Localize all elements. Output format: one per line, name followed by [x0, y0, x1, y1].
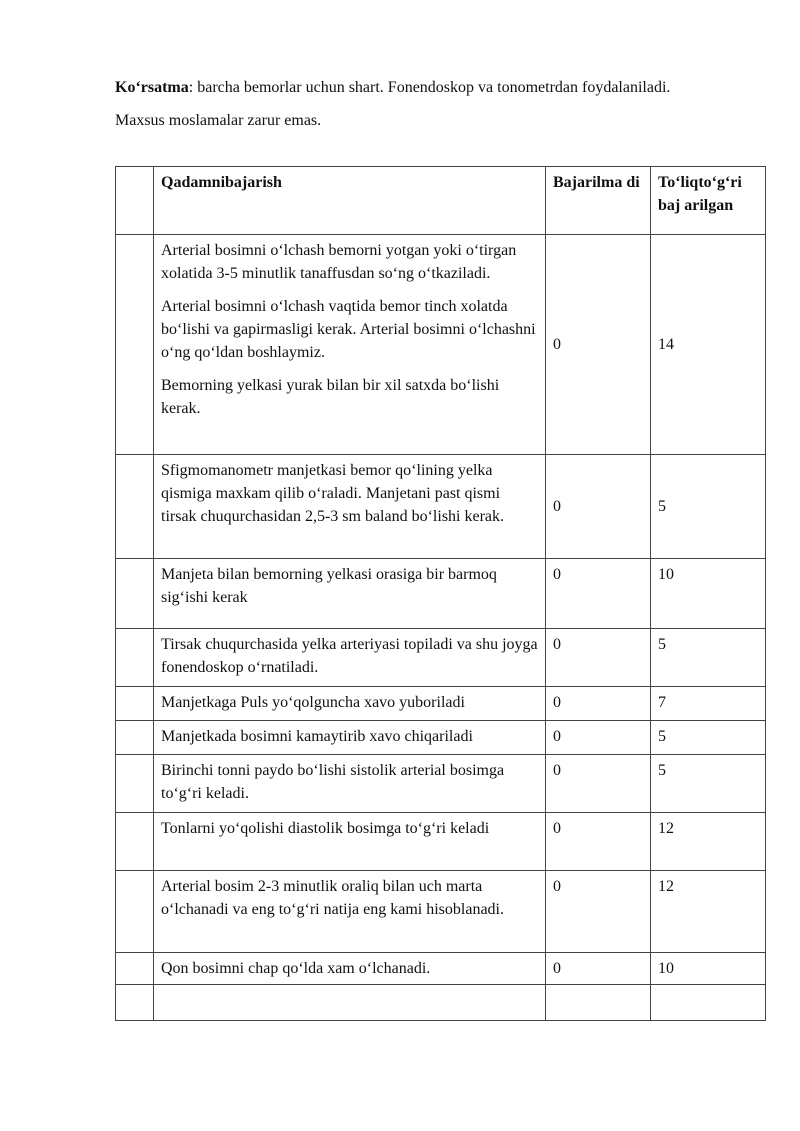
not-done-score: 0 [546, 721, 651, 755]
fully-done-score: 5 [651, 755, 766, 813]
fully-done-score [651, 985, 766, 1021]
instruction-line-2: Maxsus moslamalar zarur emas. [115, 112, 322, 129]
row-number-cell [116, 629, 154, 687]
step-cell [154, 813, 546, 871]
not-done-score: 0 [546, 687, 651, 721]
step-cell [154, 559, 546, 629]
step-text: Arterial bosimni o‘lchash vaqtida bemor tinch xolatda bo‘lishi va gapirmasligi kerak. Arterial bosimni o‘lchashni o‘ng qo‘ldan boshlaymiz. [161, 298, 536, 361]
step-cell [154, 985, 546, 1021]
step-cell [154, 687, 546, 721]
fully-done-score: 10 [651, 953, 766, 985]
step-text: Bemorning yelkasi yurak bilan bir xil satxda bo‘lishi kerak. [161, 377, 500, 417]
row-number-cell [116, 755, 154, 813]
not-done-score: 0 [546, 629, 651, 687]
not-done-score [546, 985, 651, 1021]
step-text: Sfigmomanometr manjetkasi bemor qo‘lining yelka qismiga maxkam qilib o‘raladi. Manjetani past qismi tirsak chuqurchasidan 2,5-3 sm baland bo‘lishi kerak. [161, 462, 505, 525]
step-cell [154, 871, 546, 953]
header-not-done: Bajarilma di [546, 167, 651, 235]
instruction-text: : barcha bemorlar uchun shart. Fonendoskop va tonometrdan foydalaniladi. [188, 79, 671, 96]
checklist-table [115, 166, 766, 1021]
fully-done-score: 10 [651, 559, 766, 629]
table-row [116, 559, 766, 629]
step-text: Arterial bosim 2-3 minutlik oraliq bilan uch marta o‘lchanadi va eng to‘g‘ri natija eng kami hisoblanadi. [161, 878, 504, 918]
fully-done-score: 7 [651, 687, 766, 721]
step-text: Qon bosimni chap qo‘lda xam o‘lchanadi. [161, 960, 431, 977]
step-text: Manjeta bilan bemorning yelkasi orasiga bir barmoq sig‘ishi kerak [161, 566, 497, 606]
table-row [116, 455, 766, 559]
table-row [116, 953, 766, 985]
step-text: Manjetkada bosimni kamaytirib xavo chiqariladi [161, 728, 473, 745]
instruction-note [115, 76, 715, 99]
not-done-score: 0 [546, 813, 651, 871]
table-row [116, 721, 766, 755]
row-number-cell [116, 985, 154, 1021]
fully-done-score: 5 [651, 629, 766, 687]
not-done-score: 0 [546, 559, 651, 629]
not-done-score: 0 [546, 455, 651, 559]
table-row [116, 235, 766, 455]
step-cell [154, 755, 546, 813]
row-number-cell [116, 687, 154, 721]
row-number-cell [116, 721, 154, 755]
table-row [116, 687, 766, 721]
step-text: Birinchi tonni paydo bo‘lishi sistolik arterial bosimga to‘g‘ri keladi. [161, 762, 505, 802]
table-header-row [116, 167, 766, 235]
instruction-label: Ko‘rsatma [115, 79, 189, 96]
step-text: Tonlarni yo‘qolishi diastolik bosimga to‘g‘ri keladi [161, 820, 490, 837]
table-row [116, 755, 766, 813]
step-text: Manjetkaga Puls yo‘qolguncha xavo yuboriladi [161, 694, 465, 711]
fully-done-score: 12 [651, 871, 766, 953]
step-text: Arterial bosimni o‘lchash bemorni yotgan yoki o‘tirgan xolatida 3-5 minutlik tanaffusdan so‘ng o‘tkaziladi. [161, 242, 517, 282]
row-number-cell [116, 235, 154, 455]
table-row [116, 813, 766, 871]
table-row [116, 871, 766, 953]
not-done-score: 0 [546, 235, 651, 455]
step-text: Tirsak chuqurchasida yelka arteriyasi topiladi va shu joyga fonendoskop o‘rnatiladi. [161, 636, 538, 676]
fully-done-score: 12 [651, 813, 766, 871]
fully-done-score: 5 [651, 721, 766, 755]
row-number-cell [116, 559, 154, 629]
header-step: Qadamnibajarish [154, 167, 546, 235]
fully-done-score: 5 [651, 455, 766, 559]
header-fully-done: To‘liqto‘g‘ri baj arilgan [651, 167, 766, 235]
row-number-cell [116, 813, 154, 871]
step-cell [154, 235, 546, 455]
row-number-cell [116, 953, 154, 985]
instructions [115, 76, 715, 132]
header-number [116, 167, 154, 235]
not-done-score: 0 [546, 871, 651, 953]
step-cell [154, 629, 546, 687]
step-cell [154, 953, 546, 985]
row-number-cell [116, 871, 154, 953]
step-cell [154, 721, 546, 755]
row-number-cell [116, 455, 154, 559]
not-done-score: 0 [546, 755, 651, 813]
table-row [116, 629, 766, 687]
step-cell [154, 455, 546, 559]
not-done-score: 0 [546, 953, 651, 985]
fully-done-score: 14 [651, 235, 766, 455]
table-row [116, 985, 766, 1021]
